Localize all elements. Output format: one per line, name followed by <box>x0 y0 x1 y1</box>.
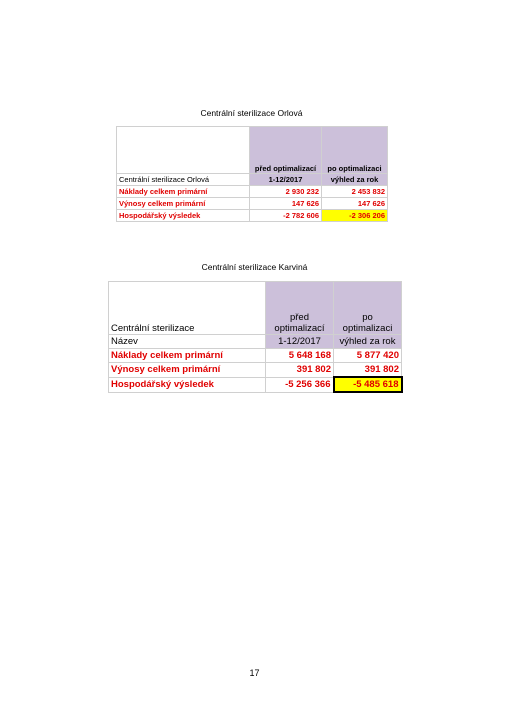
header-line: optimalizaci <box>342 323 393 334</box>
table-row <box>109 363 402 378</box>
table-orlova <box>116 126 388 222</box>
table2-title: Centrální sterilizace Karviná <box>201 262 308 272</box>
row-label: Hospodářský výsledek <box>109 377 266 392</box>
value-cell: 5 877 420 <box>334 349 402 363</box>
row-label: Náklady celkem primární <box>109 349 266 363</box>
value-cell: -2 782 606 <box>250 210 322 222</box>
table2-period-header: výhled za rok <box>334 335 402 349</box>
value-cell: 147 626 <box>322 198 388 210</box>
table-row <box>117 186 388 198</box>
table1-col-header-after: po optimalizaci <box>322 127 388 174</box>
value-cell-highlighted: -5 485 618 <box>334 377 402 392</box>
row-label: Výnosy celkem primární <box>117 198 250 210</box>
value-cell: 2 930 232 <box>250 186 322 198</box>
page-number: 17 <box>249 668 260 678</box>
table1-title: Centrální sterilizace Orlová <box>200 108 303 118</box>
table-row <box>117 210 388 222</box>
value-cell: 5 648 168 <box>266 349 334 363</box>
table2-row-label-header: Název <box>109 335 266 349</box>
value-cell: 147 626 <box>250 198 322 210</box>
table2-period-header: 1-12/2017 <box>266 335 334 349</box>
table-row <box>109 377 402 392</box>
table-row <box>117 198 388 210</box>
value-cell: -5 256 366 <box>266 377 334 392</box>
table1-col-header-before: před optimalizací <box>250 127 322 174</box>
table2-top-label: Centrální sterilizace <box>109 282 266 335</box>
table2-col-header-before <box>266 282 334 335</box>
table1-empty-cell <box>117 127 250 174</box>
header-line: po <box>362 312 373 323</box>
header-line: optimalizací <box>274 323 325 334</box>
table1-row-label-header: Centrální sterilizace Orlová <box>117 174 250 186</box>
value-cell-highlighted: -2 306 206 <box>322 210 388 222</box>
table1-period-header: 1-12/2017 <box>250 174 322 186</box>
header-line: před <box>289 312 309 323</box>
table2-col-header-after <box>334 282 402 335</box>
table-karvina <box>108 281 403 393</box>
value-cell: 391 802 <box>334 363 402 378</box>
table-row <box>109 349 402 363</box>
row-label: Náklady celkem primární <box>117 186 250 198</box>
row-label: Výnosy celkem primární <box>109 363 266 378</box>
value-cell: 391 802 <box>266 363 334 378</box>
table1-period-header: výhled za rok <box>322 174 388 186</box>
row-label: Hospodářský výsledek <box>117 210 250 222</box>
value-cell: 2 453 832 <box>322 186 388 198</box>
